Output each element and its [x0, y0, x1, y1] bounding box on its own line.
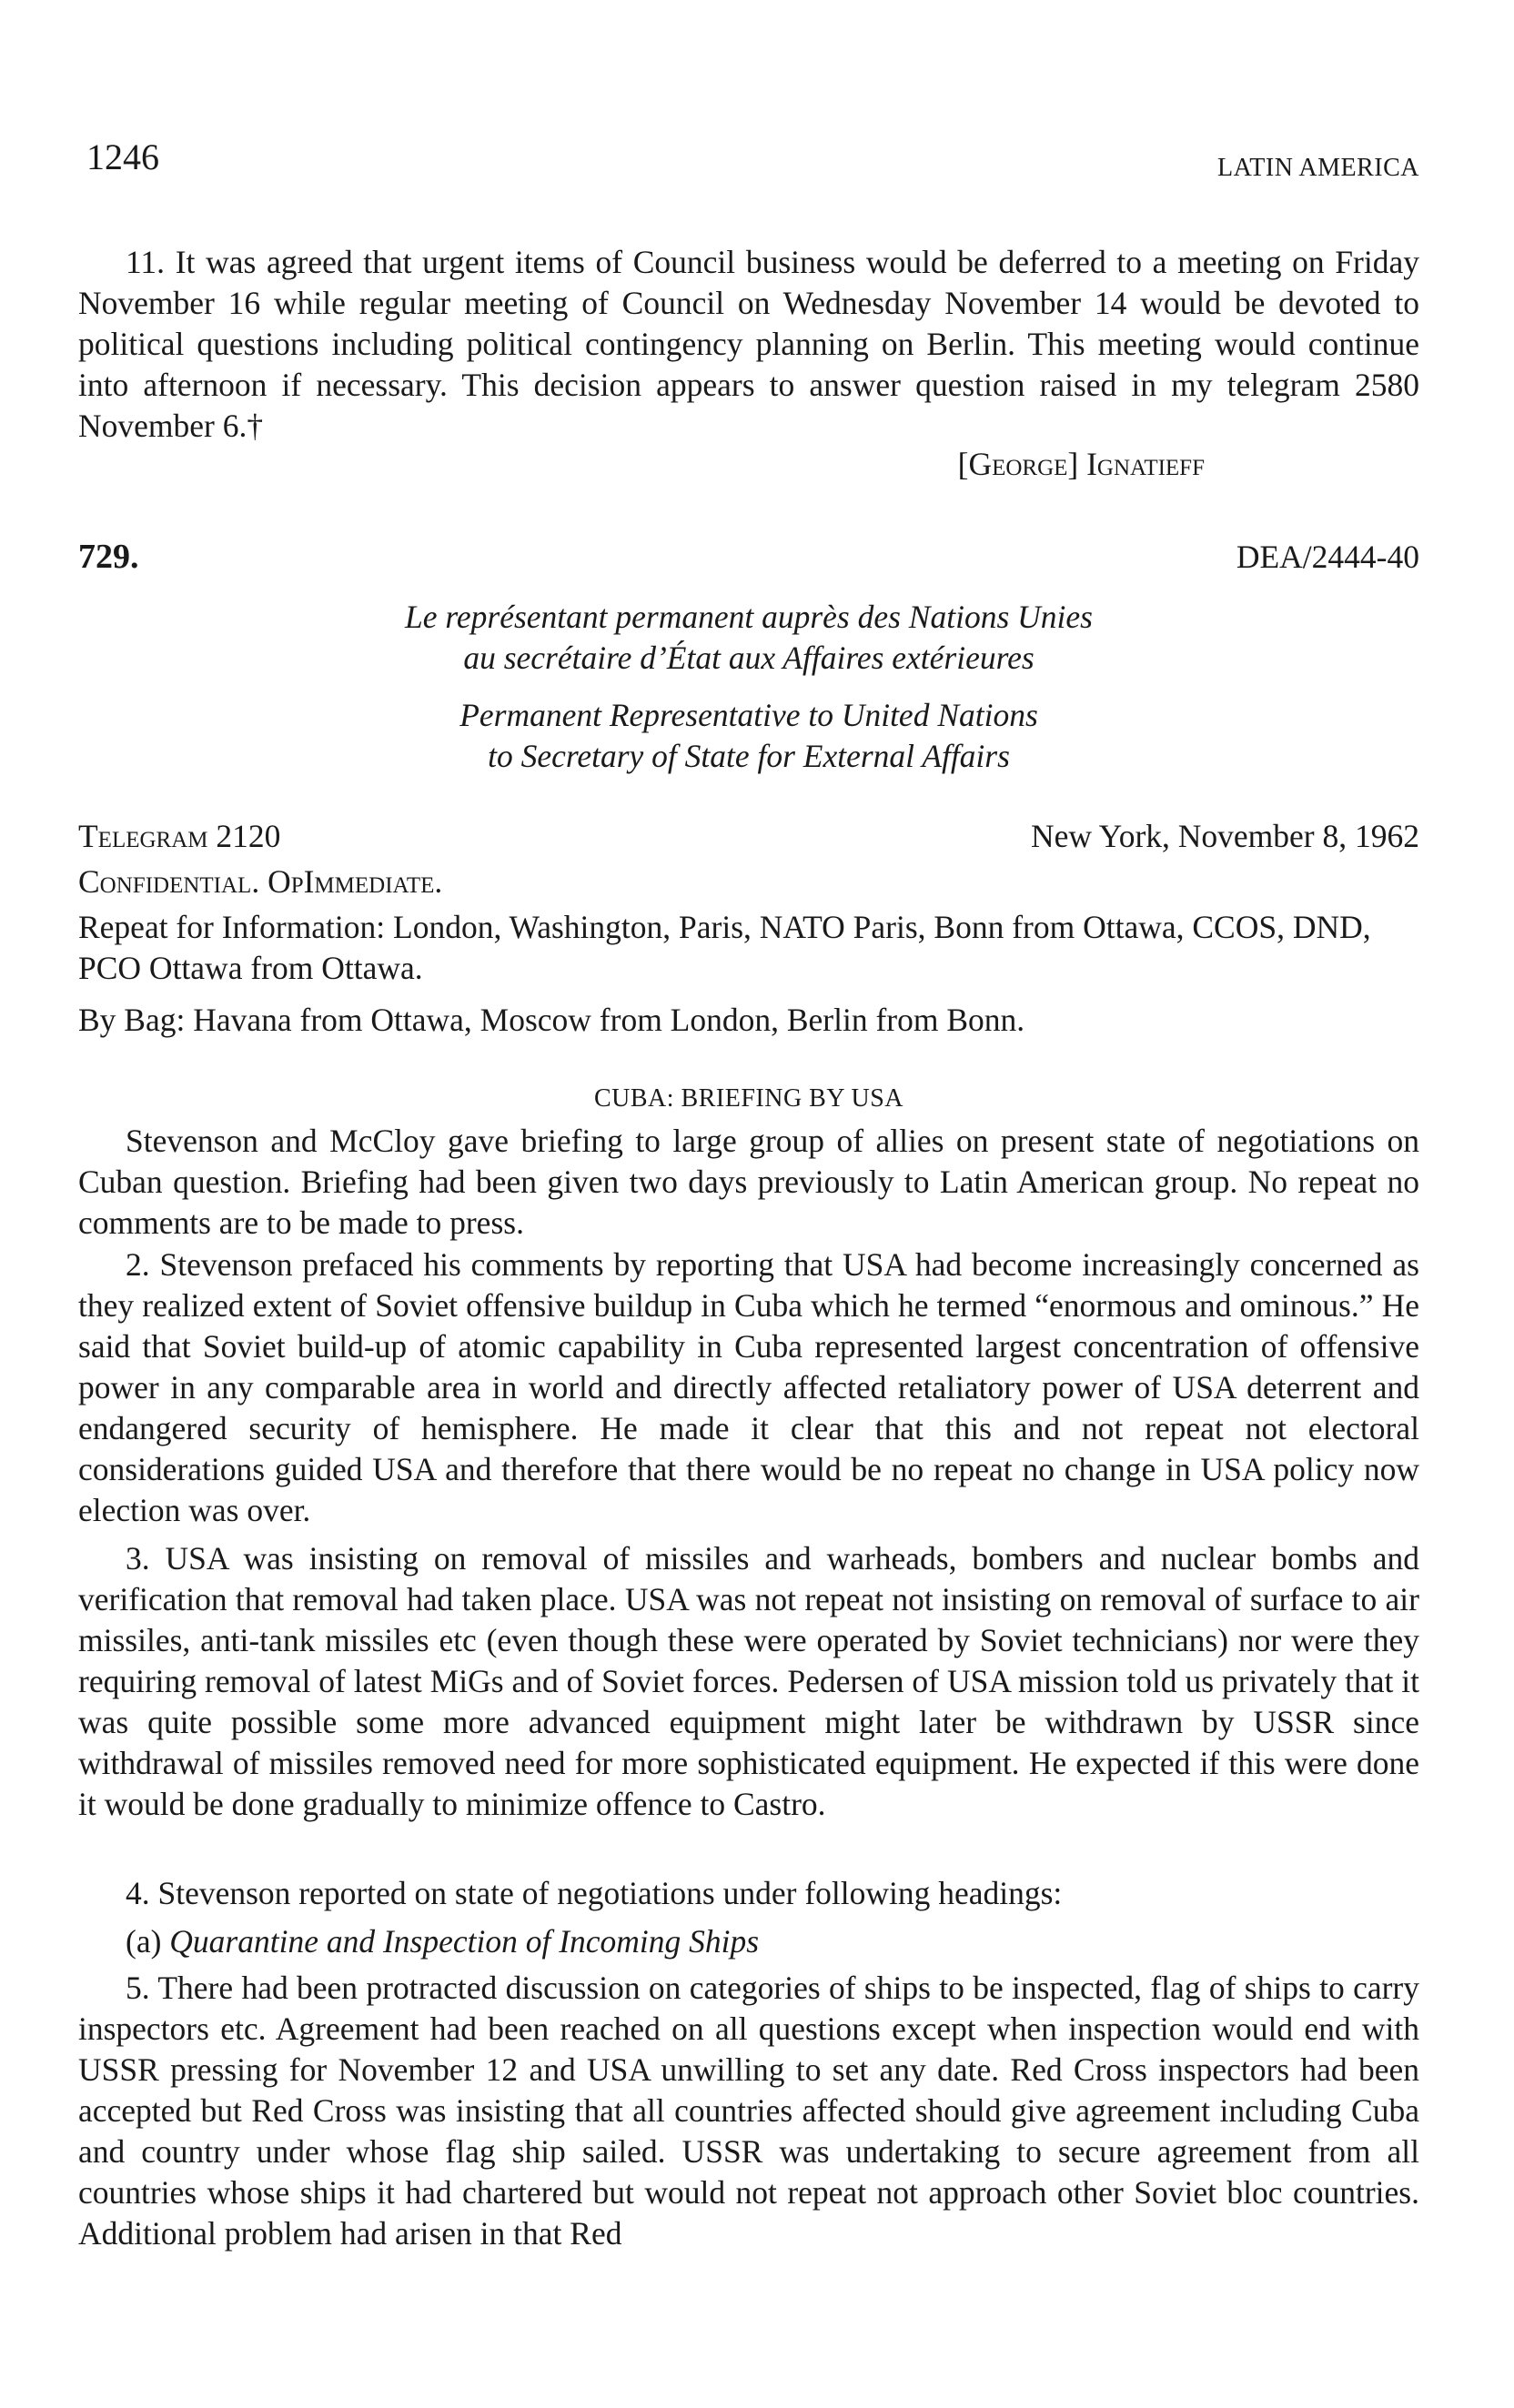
document-number: 729. — [78, 538, 139, 576]
paragraph-4: 4. Stevenson reported on state of negotiations under following headings: — [126, 1875, 1063, 1911]
by-bag: By Bag: Havana from Ottawa, Moscow from London, Berlin from Bonn. — [78, 1002, 1025, 1038]
telegram-line — [78, 816, 1419, 857]
paragraph-1: Stevenson and McCloy gave briefing to large group of allies on present state of negotiations on Cuban question. Briefing had been given two days previously to Latin American group. No repeat no comments are to be made to press. — [78, 1123, 1419, 1241]
classification: Confidential. OpImmediate. — [78, 863, 443, 900]
title-french — [78, 597, 1419, 679]
title-fr-line-2: au secrétaire d’État aux Affaires extérieures — [463, 640, 1035, 676]
title-en-line-1: Permanent Representative to United Nations — [459, 697, 1038, 733]
document-reference: DEA/2444-40 — [1236, 539, 1419, 575]
running-head: LATIN AMERICA — [1217, 154, 1419, 182]
item-title: Quarantine and Inspection of Incoming Ships — [169, 1923, 760, 1960]
paragraph-4a — [78, 1921, 1419, 1962]
title-en-line-2: to Secretary of State for External Affairs — [488, 738, 1010, 774]
page-number: 1246 — [86, 136, 159, 177]
paragraph-5: 5. There had been protracted discussion on categories of ships to be inspected, flag of ships to carry inspectors etc. Agreement had been reached on all questions except when inspection would end with USSR pressing for November 12 and USA unwilling to set any date. Red Cross inspectors had been accepted but Red Cross was insisting that all countries affected should give agreement including Cuba and country under whose flag ship sailed. USSR was undertaking to secure agreement from all countries whose ships it had chartered but would not repeat not approach other Soviet bloc countries. Additional problem had arisen in that Red — [78, 1970, 1419, 2252]
title-english — [78, 695, 1419, 777]
paragraph-3: 3. USA was insisting on removal of missiles and warheads, bombers and nuclear bombs and verification that removal had taken place. USA was not repeat not insisting on removal of surface to air missiles, anti-tank missiles etc (even though these were operated by Soviet technicians) nor were they requiring removal of latest MiGs and of Soviet forces. Pedersen of USA mission told us privately that it was quite possible some more advanced equipment might later be withdrawn by USSR since withdrawal of missiles removed need for more sophisticated equipment. He expected if this were done it would be done gradually to minimize offence to Castro. — [78, 1540, 1419, 1822]
subject-heading: CUBA: BRIEFING BY USA — [593, 1084, 904, 1113]
title-fr-line-1: Le représentant permanent auprès des Nations Unies — [405, 599, 1093, 635]
signature: [George] Ignatieff — [957, 446, 1205, 482]
telegram-number: Telegram 2120 — [78, 818, 281, 854]
item-label: (a) — [126, 1923, 162, 1960]
place-date: New York, November 8, 1962 — [1031, 818, 1419, 854]
paragraph-2: 2. Stevenson prefaced his comments by reporting that USA had become increasingly concerned as they realized extent of Soviet offensive buildup in Cuba which he termed “enormous and ominous.” He said that Soviet build-up of atomic capability in Cuba represented largest concentration of offensive power in any comparable area in world and directly affected retaliatory power of USA deterrent and endangered security of hemisphere. He made it clear that this and not repeat not electoral considerations guided USA and therefore that there would be no repeat no change in USA policy now election was over. — [78, 1246, 1419, 1528]
paragraph-11: 11. It was agreed that urgent items of Council business would be deferred to a meeting on Friday November 16 while regular meeting of Council on Wednesday November 14 would be devoted to political questions including political contingency planning on Berlin. This meeting would continue into afternoon if necessary. This decision appears to answer question raised in my telegram 2580 November 6.† — [78, 244, 1419, 444]
repeat-info: Repeat for Information: London, Washington, Paris, NATO Paris, Bonn from Ottawa, CCOS, DND, PCO Ottawa from Ottawa. — [78, 909, 1371, 986]
